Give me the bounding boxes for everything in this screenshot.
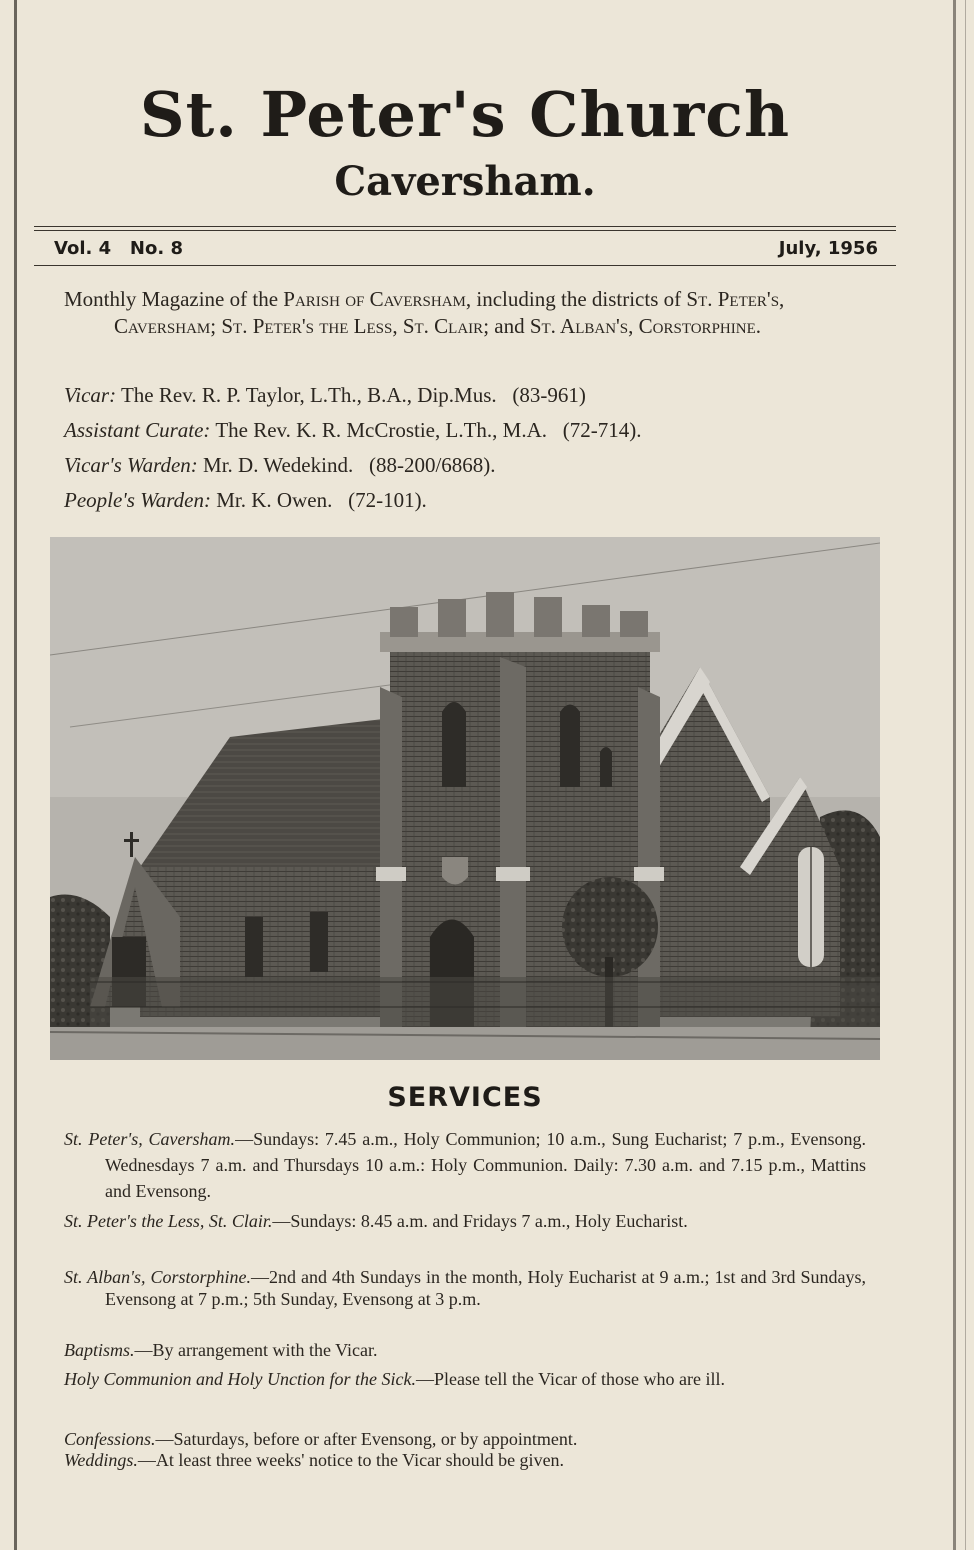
service-confessions: Confessions.—Saturdays, before or after Evensong, or by appointment. [64, 1429, 578, 1449]
binding-line-right-outer [965, 0, 966, 1550]
volume-number: Vol. 4 No. 8 [54, 238, 183, 259]
service-weddings: Weddings.—At least three weeks' notice to the Vicar should be given. [64, 1450, 565, 1470]
masthead-subtitle: Caversham. [334, 158, 596, 205]
masthead-rule-bottom [34, 265, 896, 266]
officer-vicars-warden: Vicar's Warden: Mr. D. Wedekind. (88-200/6868). [64, 453, 496, 477]
service-baptisms: Baptisms.—By arrangement with the Vicar. [64, 1340, 378, 1360]
binding-line-left [14, 0, 17, 1550]
intro-sep2: ; and [483, 314, 530, 338]
masthead-rule-top [34, 226, 896, 227]
parish-name: Parish of Caversham [283, 287, 466, 311]
magazine-description [64, 286, 869, 340]
district-st-albans: St. Alban's, Corstorphine [529, 314, 756, 338]
intro-mid: , including the districts of [465, 287, 687, 311]
issue-line [54, 238, 878, 262]
masthead-rule-top-inner [34, 230, 896, 231]
officers-list [64, 380, 874, 520]
district-st-peters-less: St. Peter's the Less, St. Clair [221, 314, 484, 338]
service-st-peters-caversham: St. Peter's, Caversham.—Sundays: 7.45 a.m., Holy Communion; 10 a.m., Sung Eucharist; 7 p.m., Evensong. Wednesdays 7 a.m. and Thursdays 10 a.m.: Holy Communion. Daily: 7.30 a.m. and 7.15 p.m., Mattins and Evensong. [64, 1129, 867, 1201]
intro-end: . [755, 314, 761, 338]
masthead-title: St. Peter's Church [139, 78, 791, 151]
service-st-peters-the-less: St. Peter's the Less, St. Clair.—Sundays: 8.45 a.m. and Fridays 7 a.m., Holy Eucharist. [64, 1211, 688, 1231]
service-sick: Holy Communion and Holy Unction for the Sick.—Please tell the Vicar of those who are ill. [64, 1369, 725, 1389]
church-photograph [50, 537, 880, 1060]
district-st-peters: St. Peter's, Caversham [114, 287, 785, 338]
service-st-albans: St. Alban's, Corstorphine.—2nd and 4th Sundays in the month, Holy Eucharist at 9 a.m.; 1st and 3rd Sundays, Evensong at 7 p.m.; 5th Sunday, Evensong at 3 p.m. [64, 1267, 866, 1309]
officer-assistant-curate: Assistant Curate: The Rev. K. R. McCrostie, L.Th., M.A. (72-714). [64, 418, 642, 442]
intro-sep1: ; [210, 314, 222, 338]
intro-lead: Monthly Magazine of the [64, 287, 284, 311]
issue-date: July, 1956 [778, 238, 878, 259]
officer-peoples-warden: People's Warden: Mr. K. Owen. (72-101). [64, 488, 427, 512]
officer-vicar: Vicar: The Rev. R. P. Taylor, L.Th., B.A., Dip.Mus. (83-961) [64, 383, 586, 407]
binding-line-right [953, 0, 956, 1550]
services-heading: SERVICES [387, 1082, 543, 1113]
